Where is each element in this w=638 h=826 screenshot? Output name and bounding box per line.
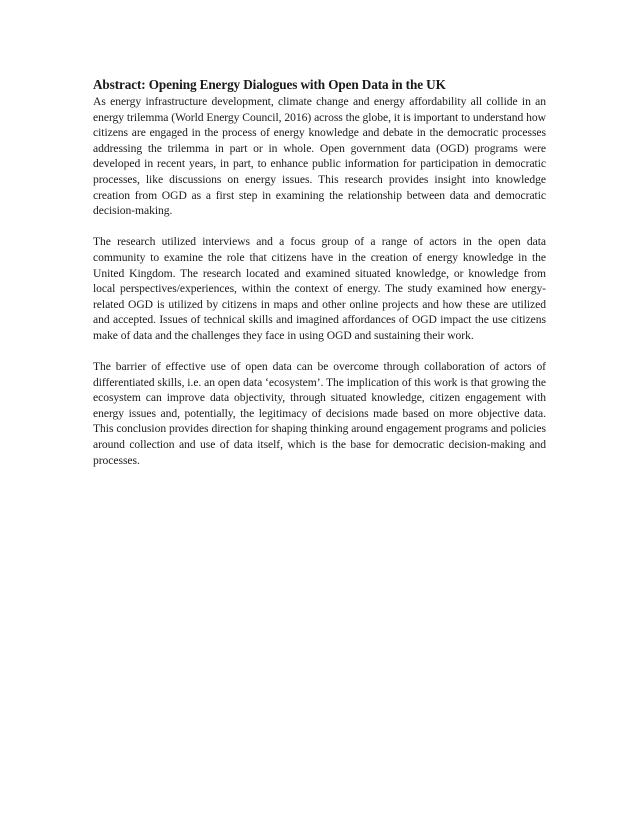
abstract-section <box>93 76 546 484</box>
abstract-title: Abstract: Opening Energy Dialogues with Open Data in the UK <box>93 77 446 92</box>
abstract-paragraph-2: The research utilized interviews and a focus group of a range of actors in the open data community to examine the role that citizens have in the creation of energy knowledge in the United Kingdom. The research located and examined situated knowledge, or knowledge from local perspectives/experiences, within the context of energy. The study examined how energy-related OGD is utilized by citizens in maps and other online projects and how these are utilized and accepted. Issues of technical skills and imagined affordances of OGD impact the use citizens make of data and the challenges they face in using OGD and sustaining their work. <box>93 235 546 342</box>
abstract-paragraph-3: The barrier of effective use of open data can be overcome through collaboration of actors of differentiated skills, i.e. an open data ‘ecosystem’. The implication of this work is that growing the ecosystem can improve data objectivity, through situated knowledge, citizen engagement with energy issues and, potentially, the legitimacy of decisions made based on more objective data. This conclusion provides direction for shaping thinking around engagement programs and policies around collection and use of data itself, which is the base for democratic decision-making and processes. <box>93 360 546 467</box>
abstract-paragraph-1: As energy infrastructure development, climate change and energy affordability all collide in an energy trilemma (World Energy Council, 2016) across the globe, it is important to understand how citizens are engaged in the process of energy knowledge and debate in the democratic processes addressing the trilemma in part or in whole. Open government data (OGD) programs were developed in recent years, in part, to enhance public information for participation in democratic processes, like discussions on energy issues. This research provides insight into knowledge creation from OGD as a first step in examining the relationship between data and democratic decision-making. <box>93 95 546 218</box>
